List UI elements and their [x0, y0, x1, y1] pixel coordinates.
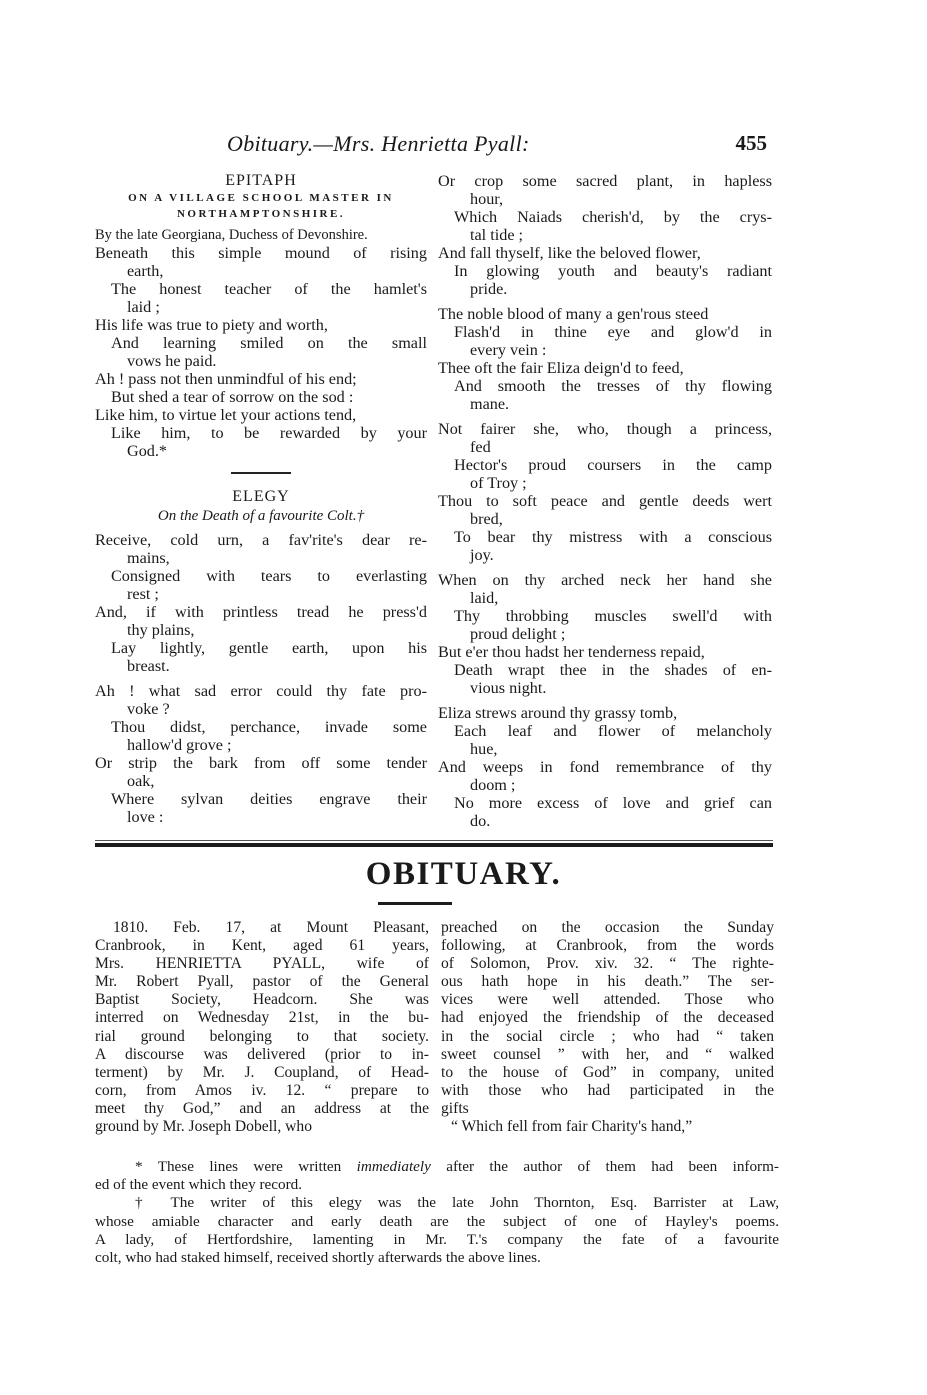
elegy-verse-left — [95, 531, 427, 826]
verse-line: fed — [470, 438, 491, 456]
footnote-2 — [95, 1194, 779, 1267]
verse-line: The noble blood of many a gen'rous steed — [438, 305, 709, 323]
verse-line: Thy throbbing muscles swell'd with — [454, 607, 772, 625]
elegy-heading: ELEGY — [232, 488, 290, 505]
verse-line: voke ? — [127, 700, 170, 718]
obituary-text-line: rial ground belonging to that society. — [95, 1027, 429, 1045]
obituary-heading-rule — [378, 902, 452, 905]
footnote-2-line: whose amiable character and early death are the subject of one of Hayley's poems. — [95, 1212, 779, 1230]
verse-line: The honest teacher of the hamlet's — [111, 280, 427, 298]
verse-line: Thou didst, perchance, invade some — [111, 718, 427, 736]
verse-line: pride. — [470, 280, 508, 298]
verse-line: bred, — [470, 510, 503, 528]
verse-line: But shed a tear of sorrow on the sod : — [111, 388, 354, 406]
verse-line: Hector's proud coursers in the camp — [454, 456, 772, 474]
obituary-text-line: 1810. Feb. 17, at Mount Pleasant, — [113, 919, 429, 936]
obituary-text-line: to the house of God” in company, united — [441, 1063, 774, 1081]
section-divider — [231, 472, 291, 474]
verse-line: Thee oft the fair Eliza deign'd to feed, — [438, 359, 684, 377]
verse-line: joy. — [470, 546, 494, 564]
verse-line: breast. — [127, 657, 170, 675]
obituary-text-line: Baptist Society, Headcorn. She was — [95, 991, 429, 1009]
footnote-1 — [95, 1158, 779, 1176]
epitaph-subheading-line2: NORTHAMPTONSHIRE. — [176, 208, 346, 220]
verse-line: When on thy arched neck her hand she — [438, 571, 772, 589]
verse-line: And weeps in fond remembrance of thy — [438, 758, 772, 776]
running-head — [95, 131, 771, 157]
obituary-text-line: with those who had participated in the — [441, 1081, 774, 1099]
obituary-text-line: corn, from Amos iv. 12. “ prepare to — [95, 1081, 429, 1099]
obituary-right-column — [441, 919, 774, 1136]
verse-line: Death wrapt thee in the shades of en- — [454, 661, 772, 679]
verse-line: Flash'd in thine eye and glow'd in — [454, 323, 772, 341]
obituary-text-line: gifts — [441, 1099, 469, 1117]
verse-line: tal tide ; — [470, 226, 524, 244]
obituary-text-line: following, at Cranbrook, from the words — [441, 937, 774, 955]
verse-line: of Troy ; — [470, 474, 527, 492]
verse-line: Consigned with tears to everlasting — [111, 567, 427, 585]
footnote-2-line: † The writer of this elegy was the late John Thornton, Esq. Barrister at Law, — [135, 1194, 779, 1212]
verse-line: Not fairer she, who, though a princess, — [438, 420, 772, 438]
verse-line: Like him, to virtue let your actions tend, — [95, 406, 357, 424]
verse-line: Where sylvan deities engrave their — [111, 790, 427, 808]
verse-line: His life was true to piety and worth, — [95, 316, 328, 334]
verse-line: earth, — [127, 262, 164, 280]
footnote-2-line: colt, who had staked himself, received shortly afterwards the above lines. — [95, 1249, 541, 1267]
obituary-text-line: in the social circle ; who had “ taken — [441, 1027, 774, 1045]
epitaph-byline: By the late Georgiana, Duchess of Devonshire. — [95, 227, 368, 243]
obituary-text-line: preached on the occasion the Sunday — [441, 919, 774, 936]
elegy-verse-right — [438, 172, 772, 830]
footnote-1-emphasis: immediately — [356, 1158, 431, 1175]
obituary-text-line: Mr. Robert Pyall, pastor of the General — [95, 973, 429, 991]
verse-line: hue, — [470, 740, 498, 758]
verse-line: rest ; — [127, 585, 159, 603]
verse-line: doom ; — [470, 776, 516, 794]
verse-line: But e'er thou hadst her tenderness repaid, — [438, 643, 705, 661]
verse-line: do. — [470, 812, 491, 830]
verse-line: mane. — [470, 395, 510, 413]
footnotes — [95, 1158, 779, 1267]
page-number: 455 — [735, 131, 767, 155]
running-head-title: Obituary.—Mrs. Henrietta Pyall: — [227, 131, 530, 156]
obituary-text-line: A discourse was delivered (prior to in- — [95, 1045, 429, 1063]
verse-line: thy plains, — [127, 621, 195, 639]
obituary-text-line: had enjoyed the friendship of the deceased — [441, 1009, 774, 1027]
footnote-1-text-a: These lines were written — [157, 1158, 357, 1175]
obituary-text-line: of Solomon, Prov. xiv. 32. “ The righte- — [441, 955, 774, 973]
verse-line: And learning smiled on the small — [111, 334, 427, 352]
epitaph-verse — [95, 244, 427, 460]
verse-line: Ah ! what sad error could thy fate pro- — [95, 682, 427, 700]
verse-line: And fall thyself, like the beloved flower, — [438, 244, 701, 262]
verse-line: proud delight ; — [470, 625, 566, 643]
verse-line: Lay lightly, gentle earth, upon his — [111, 639, 427, 657]
verse-line: Which Naiads cherish'd, by the crys- — [454, 208, 772, 226]
verse-line: laid ; — [127, 298, 160, 316]
obituary-text-line: ground by Mr. Joseph Dobell, who — [95, 1118, 313, 1136]
verse-line: Ah ! pass not then unmindful of his end; — [95, 370, 357, 388]
footnote-1-marker: * — [135, 1158, 143, 1175]
obituary-text-line: “ Which fell from fair Charity's hand,” — [451, 1118, 693, 1136]
verse-line: oak, — [127, 772, 155, 790]
section-rule-thin — [95, 840, 773, 841]
epitaph-heading: EPITAPH — [225, 172, 297, 189]
obituary-text-line: terment) by Mr. J. Coupland, of Head- — [95, 1063, 429, 1081]
verse-line: Or crop some sacred plant, in hapless — [438, 172, 772, 190]
verse-line: And smooth the tresses of thy flowing — [454, 377, 772, 395]
verse-line: Beneath this simple mound of rising — [95, 244, 427, 262]
footnote-1-text-b: after the author of them had been inform- — [430, 1158, 779, 1175]
epitaph-subheading-line1: ON A VILLAGE SCHOOL MASTER IN — [128, 192, 394, 204]
verse-line: every vein : — [470, 341, 547, 359]
verse-line: vows he paid. — [127, 352, 217, 370]
verse-line: Or strip the bark from off some tender — [95, 754, 427, 772]
right-verse-column — [438, 172, 772, 830]
footnote-1-continuation: ed of the event which they record. — [95, 1176, 303, 1194]
verse-line: In glowing youth and beauty's radiant — [454, 262, 772, 280]
obituary-text-line: Mrs. HENRIETTA PYALL, wife of — [95, 955, 429, 973]
obituary-left-column — [95, 919, 429, 1136]
verse-line: God.* — [127, 442, 168, 460]
verse-line: Receive, cold urn, a fav'rite's dear re- — [95, 531, 427, 549]
obituary-text-line: ous hath hope in his death.” The ser- — [441, 973, 774, 991]
verse-line: hallow'd grove ; — [127, 736, 232, 754]
footnote-2-line: A lady, of Hertfordshire, lamenting in Mr. T.'s company the fate of a favourite — [95, 1230, 779, 1248]
obituary-heading: OBITUARY. — [365, 856, 562, 892]
obituary-text-line: vices were well attended. Those who — [441, 991, 774, 1009]
verse-line: vious night. — [470, 679, 547, 697]
verse-line: Each leaf and flower of melancholy — [454, 722, 772, 740]
verse-line: mains, — [127, 549, 170, 567]
section-rule — [95, 843, 773, 847]
verse-line: laid, — [470, 589, 499, 607]
verse-line: Like him, to be rewarded by your — [111, 424, 427, 442]
verse-line: No more excess of love and grief can — [454, 794, 772, 812]
verse-line: love : — [127, 808, 164, 826]
obituary-text-line: interred on Wednesday 21st, in the bu- — [95, 1009, 429, 1027]
obituary-text-line: Cranbrook, in Kent, aged 61 years, — [95, 937, 429, 955]
obituary-text-line: meet thy God,” and an address at the — [95, 1099, 429, 1117]
obituary-text-line: sweet counsel ” with her, and “ walked — [441, 1045, 774, 1063]
verse-line: hour, — [470, 190, 504, 208]
left-verse-column — [95, 172, 427, 826]
verse-line: And, if with printless tread he press'd — [95, 603, 427, 621]
elegy-subtitle: On the Death of a favourite Colt.† — [157, 508, 365, 524]
verse-line: Eliza strews around thy grassy tomb, — [438, 704, 678, 722]
verse-line: To bear thy mistress with a conscious — [454, 528, 772, 546]
verse-line: Thou to soft peace and gentle deeds wert — [438, 492, 772, 510]
